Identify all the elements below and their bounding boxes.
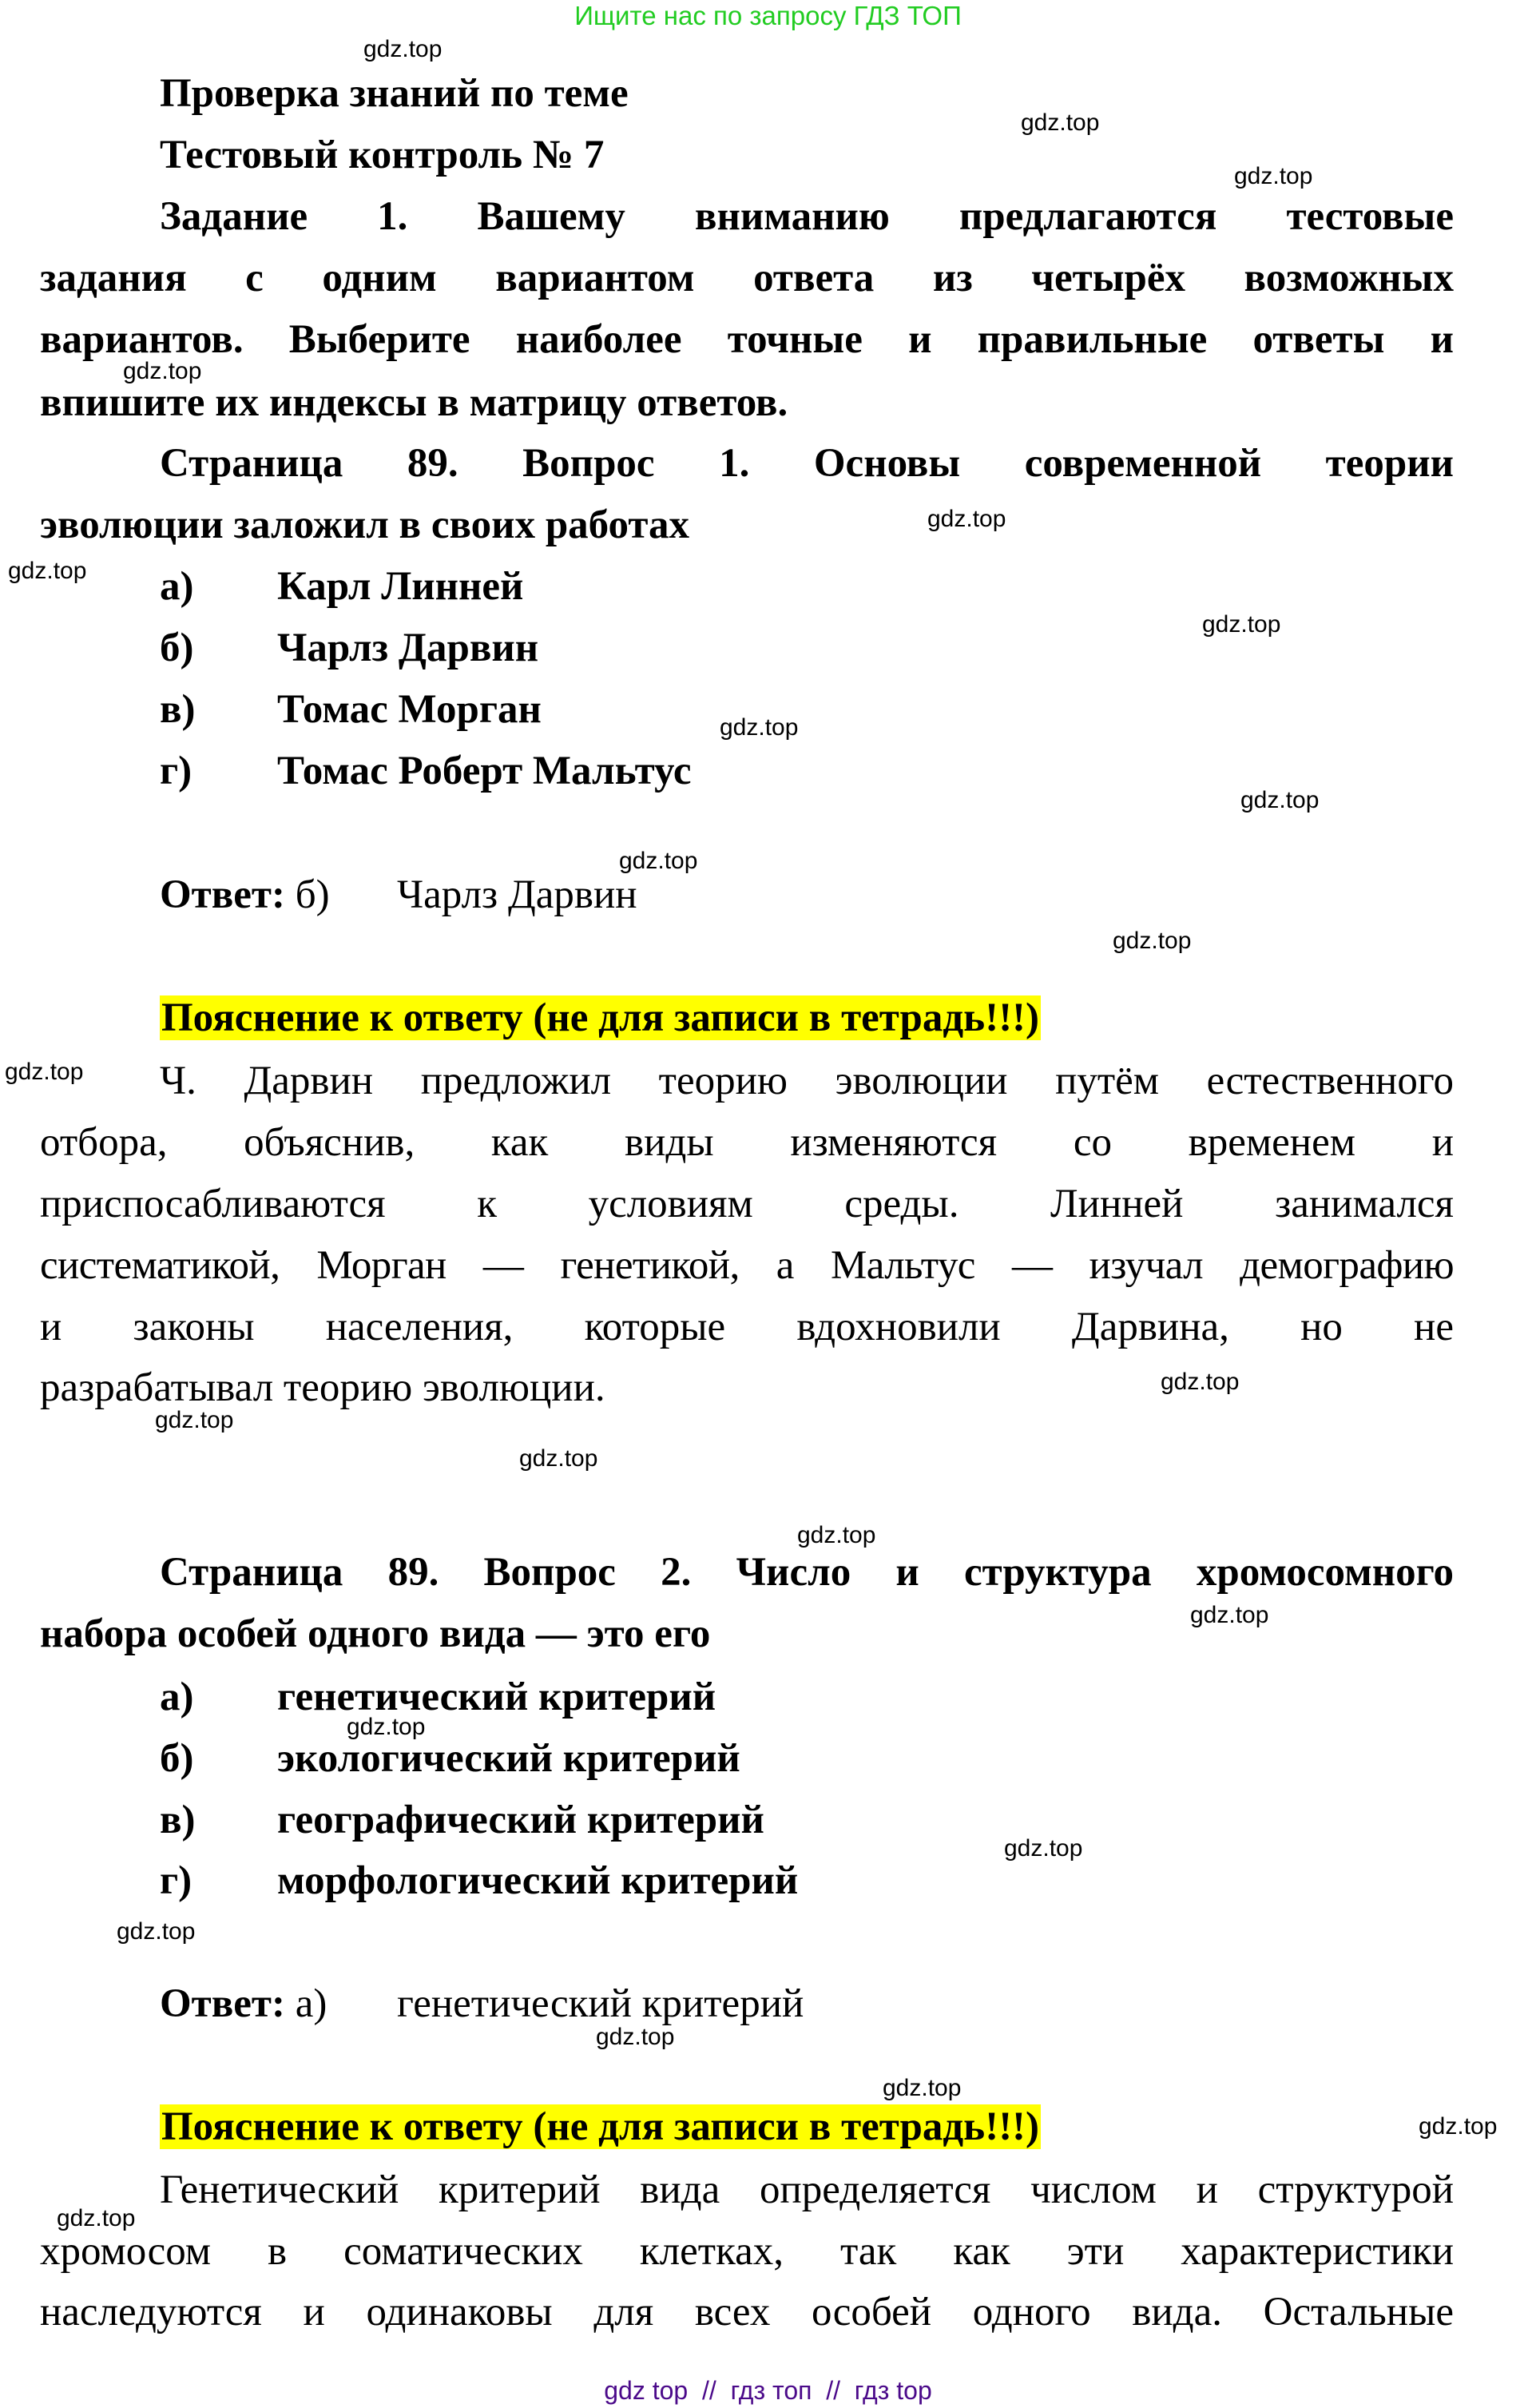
watermark: gdz.top (883, 2075, 962, 2101)
question-2-prompt: Страница 89. Вопрос 2. Число и структура хромосомного (160, 1550, 1454, 1595)
explanation-highlight: Пояснение к ответу (не для записи в тетрадь!!!) (161, 2104, 1040, 2149)
task-line: задания с одним вариантом ответа из четырёх возможных (40, 256, 1454, 300)
watermark: gdz.top (363, 36, 443, 62)
question-1-answer (160, 864, 1438, 926)
watermark: gdz.top (117, 1918, 196, 1945)
explanation-line: Генетический критерий вида определяется числом и структурой (160, 2168, 1454, 2212)
watermark: gdz.top (1240, 787, 1320, 813)
explanation-line: разрабатывал теорию эволюции. (40, 1365, 605, 1410)
test-title: Тестовый контроль № 7 (160, 133, 605, 177)
explanation-line: хромосом в соматических клетках, так как эти характеристики (40, 2229, 1454, 2274)
watermark: gdz.top (720, 714, 799, 741)
explanation-highlight: Пояснение к ответу (не для записи в тетрадь!!!) (161, 995, 1040, 1040)
search-hint-banner: Ищите нас по запросу ГДЗ ТОП (574, 1, 962, 30)
option-text: экологический критерий (277, 1736, 740, 1781)
option-item (0, 1850, 1536, 1912)
explanation-line: отбора, объяснив, как виды изменяются со временем и (40, 1120, 1454, 1165)
task-line: вариантов. Выберите наиболее точные и правильные ответы и (40, 317, 1454, 362)
option-text: географический критерий (277, 1798, 764, 1842)
answer-letter: а) (295, 1981, 327, 2026)
watermark: gdz.top (1004, 1835, 1083, 1862)
question-1-explanation-title (160, 987, 1041, 1049)
watermark: gdz.top (1161, 1369, 1240, 1395)
watermark: gdz.top (123, 358, 202, 384)
option-letter: г) (160, 1858, 192, 1903)
question-2-explanation-title (160, 2096, 1041, 2158)
watermark: gdz.top (1234, 163, 1313, 189)
watermark: gdz.top (155, 1407, 234, 1433)
option-text: Томас Роберт Мальтус (277, 749, 692, 793)
option-text: генетический критерий (277, 1675, 716, 1719)
option-text: морфологический критерий (277, 1858, 799, 1903)
watermark: gdz.top (1113, 928, 1192, 954)
option-letter: б) (160, 626, 194, 670)
watermark: gdz.top (619, 848, 698, 874)
question-1-prompt: эволюции заложил в своих работах (40, 503, 690, 547)
answer-letter: б) (295, 872, 330, 917)
option-letter: г) (160, 749, 192, 793)
question-2-prompt: набора особей одного вида — это его (40, 1611, 711, 1656)
question-1-prompt: Страница 89. Вопрос 1. Основы современной теории (160, 441, 1454, 486)
explanation-line: и законы населения, которые вдохновили Дарвина, но не (40, 1305, 1454, 1349)
watermark: gdz.top (1190, 1602, 1269, 1628)
answer-label: Ответ: (160, 872, 285, 917)
option-letter: а) (160, 1675, 194, 1719)
watermark: gdz.top (8, 558, 87, 584)
option-letter: в) (160, 687, 196, 732)
task-line: Задание 1. Вашему вниманию предлагаются тестовые (160, 194, 1454, 239)
explanation-line: Ч. Дарвин предложил теорию эволюции путём естественного (160, 1059, 1454, 1103)
option-text: Томас Морган (277, 687, 542, 732)
explanation-line: наследуются и одинаковы для всех особей одного вида. Остальные (40, 2290, 1454, 2334)
option-item (0, 1667, 1536, 1728)
option-text: Чарлз Дарвин (277, 626, 539, 670)
watermark: gdz.top (1021, 109, 1100, 136)
answer-text: генетический критерий (397, 1981, 804, 2026)
watermark: gdz.top (347, 1714, 426, 1740)
watermark: gdz.top (927, 506, 1006, 532)
option-letter: б) (160, 1736, 194, 1781)
watermark: gdz.top (5, 1059, 84, 1085)
watermark: gdz.top (57, 2205, 136, 2231)
option-item (0, 556, 1536, 618)
watermark: gdz.top (1419, 2113, 1498, 2140)
explanation-line: приспосабливаются к условиям среды. Линней занимался (40, 1182, 1454, 1226)
question-2-answer (160, 1973, 1438, 2035)
watermark: gdz.top (797, 1522, 876, 1548)
option-item (0, 1728, 1536, 1790)
watermark: gdz.top (596, 2024, 675, 2050)
answer-text: Чарлз Дарвин (397, 872, 637, 917)
option-letter: а) (160, 564, 194, 609)
option-text: Карл Линней (277, 564, 524, 609)
task-line: впишите их индексы в матрицу ответов. (40, 380, 788, 425)
watermark: gdz.top (1202, 611, 1281, 638)
footer-watermark: gdz top // гдз топ // гдз top (604, 2376, 932, 2405)
answer-label: Ответ: (160, 1981, 285, 2026)
watermark: gdz.top (519, 1445, 598, 1472)
section-title: Проверка знаний по теме (160, 71, 629, 116)
option-item (0, 618, 1536, 679)
option-letter: в) (160, 1798, 196, 1842)
explanation-line: систематикой, Морган — генетикой, а Мальтус — изучал демографию (40, 1243, 1454, 1288)
option-item (0, 1790, 1536, 1851)
